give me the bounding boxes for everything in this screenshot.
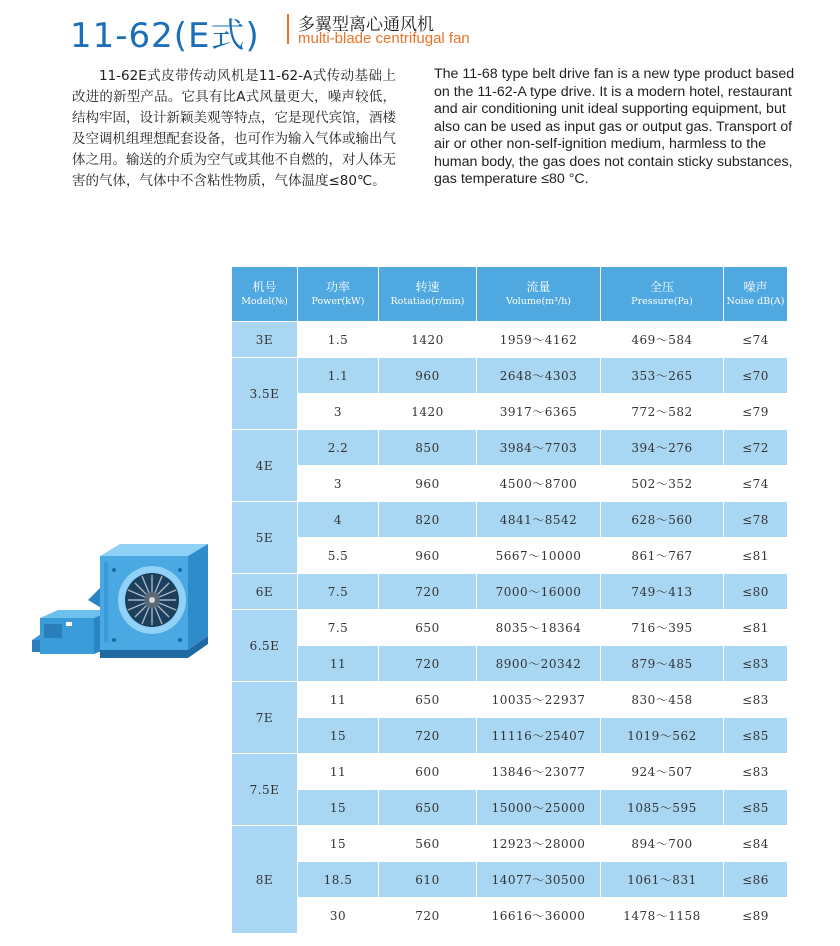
table-row	[232, 466, 788, 502]
title-divider	[287, 14, 289, 44]
pressure-cell: 353～265	[601, 358, 724, 394]
volume-cell: 4841～8542	[477, 502, 601, 538]
pressure-cell: 879～485	[601, 646, 724, 682]
volume-cell: 3917～6365	[477, 394, 601, 430]
power-cell: 1.5	[298, 322, 379, 358]
volume-cell: 12923～28000	[477, 826, 601, 862]
model-cell: 5E	[232, 502, 298, 574]
power-cell: 7.5	[298, 610, 379, 646]
speed-cell: 850	[379, 430, 477, 466]
noise-cell: ≤85	[724, 790, 788, 826]
model-cell: 3E	[232, 322, 298, 358]
table-row	[232, 610, 788, 646]
power-cell: 7.5	[298, 574, 379, 610]
speed-cell: 650	[379, 682, 477, 718]
speed-cell: 610	[379, 862, 477, 898]
power-cell: 15	[298, 790, 379, 826]
speed-cell: 960	[379, 358, 477, 394]
volume-cell: 4500～8700	[477, 466, 601, 502]
volume-cell: 10035～22937	[477, 682, 601, 718]
model-cell: 7.5E	[232, 754, 298, 826]
product-code-title: 11-62(E式)	[70, 16, 260, 56]
speed-cell: 1420	[379, 322, 477, 358]
pressure-cell: 894～700	[601, 826, 724, 862]
model-cell: 3.5E	[232, 358, 298, 430]
model-cell: 6.5E	[232, 610, 298, 682]
pressure-cell: 924～507	[601, 754, 724, 790]
volume-cell: 11116～25407	[477, 718, 601, 754]
centrifugal-fan-image	[30, 540, 220, 700]
speed-cell: 720	[379, 718, 477, 754]
speed-cell: 720	[379, 646, 477, 682]
speed-cell: 960	[379, 466, 477, 502]
spec-table	[231, 266, 788, 934]
noise-cell: ≤83	[724, 682, 788, 718]
table-row	[232, 790, 788, 826]
volume-cell: 8035～18364	[477, 610, 601, 646]
volume-cell: 15000～25000	[477, 790, 601, 826]
speed-cell: 650	[379, 610, 477, 646]
header-model: 机号 Model(№)	[232, 267, 298, 322]
noise-cell: ≤74	[724, 466, 788, 502]
speed-cell: 960	[379, 538, 477, 574]
volume-cell: 3984～7703	[477, 430, 601, 466]
model-cell: 4E	[232, 430, 298, 502]
power-cell: 3	[298, 394, 379, 430]
pressure-cell: 394～276	[601, 430, 724, 466]
noise-cell: ≤70	[724, 358, 788, 394]
product-name-en: multi-blade centrifugal fan	[298, 30, 470, 47]
table-row	[232, 718, 788, 754]
pressure-cell: 716～395	[601, 610, 724, 646]
noise-cell: ≤79	[724, 394, 788, 430]
pressure-cell: 1019～562	[601, 718, 724, 754]
speed-cell: 1420	[379, 394, 477, 430]
power-cell: 15	[298, 718, 379, 754]
description-en: The 11-68 type belt drive fan is a new type product based on the 11-62-A type drive. It is a modern hotel, restaurant and air conditioning unit ideal supporting equipment, but also can be used as input gas or output gas. Transport of air or other non-self-ignition medium, harmless to the human body, the gas does not contain sticky substances, gas temperature ≤80 °C.	[434, 66, 795, 187]
header-volume: 流量 Volume(m³/h)	[477, 267, 601, 322]
volume-cell: 13846～23077	[477, 754, 601, 790]
description-cn: 11-62E式皮带传动风机是11-62-A式传动基础上改进的新型产品。它具有比A式风量更大，噪声较低，结构牢固，设计新颖美观等特点，它是现代宾馆，酒楼及空调机组理想配套设备，也可作为输入气体或输出气体之用。输送的介质为空气或其他不自燃的，对人体无害的气体，气体中不含粘性物质，气体温度≤80℃。	[72, 68, 396, 189]
power-cell: 4	[298, 502, 379, 538]
volume-cell: 5667～10000	[477, 538, 601, 574]
power-cell: 3	[298, 466, 379, 502]
speed-cell: 720	[379, 574, 477, 610]
noise-cell: ≤86	[724, 862, 788, 898]
noise-cell: ≤89	[724, 898, 788, 934]
table-row	[232, 682, 788, 718]
header-speed: 转速 Rotatiao(r/min)	[379, 267, 477, 322]
table-row	[232, 430, 788, 466]
volume-cell: 8900～20342	[477, 646, 601, 682]
table-row	[232, 502, 788, 538]
noise-cell: ≤85	[724, 718, 788, 754]
speed-cell: 600	[379, 754, 477, 790]
table-row	[232, 538, 788, 574]
power-cell: 2.2	[298, 430, 379, 466]
speed-cell: 560	[379, 826, 477, 862]
pressure-cell: 1061～831	[601, 862, 724, 898]
noise-cell: ≤84	[724, 826, 788, 862]
pressure-cell: 502～352	[601, 466, 724, 502]
volume-cell: 14077～30500	[477, 862, 601, 898]
power-cell: 5.5	[298, 538, 379, 574]
pressure-cell: 628～560	[601, 502, 724, 538]
table-row	[232, 826, 788, 862]
power-cell: 1.1	[298, 358, 379, 394]
noise-cell: ≤74	[724, 322, 788, 358]
table-row	[232, 394, 788, 430]
spec-table-body	[232, 322, 788, 934]
speed-cell: 720	[379, 898, 477, 934]
table-row	[232, 862, 788, 898]
model-cell: 8E	[232, 826, 298, 934]
header-noise: 噪声 Noise dB(A)	[724, 267, 788, 322]
power-cell: 11	[298, 682, 379, 718]
power-cell: 18.5	[298, 862, 379, 898]
power-cell: 30	[298, 898, 379, 934]
noise-cell: ≤83	[724, 646, 788, 682]
pressure-cell: 772～582	[601, 394, 724, 430]
table-row	[232, 898, 788, 934]
power-cell: 11	[298, 646, 379, 682]
header-power: 功率 Power(kW)	[298, 267, 379, 322]
volume-cell: 1959～4162	[477, 322, 601, 358]
noise-cell: ≤78	[724, 502, 788, 538]
noise-cell: ≤72	[724, 430, 788, 466]
volume-cell: 16616～36000	[477, 898, 601, 934]
table-header-row	[232, 267, 788, 322]
speed-cell: 820	[379, 502, 477, 538]
model-cell: 7E	[232, 682, 298, 754]
noise-cell: ≤81	[724, 538, 788, 574]
table-row	[232, 574, 788, 610]
product-name-cn: 多翼型离心通风机	[298, 15, 434, 35]
noise-cell: ≤81	[724, 610, 788, 646]
table-row	[232, 754, 788, 790]
noise-cell: ≤80	[724, 574, 788, 610]
pressure-cell: 749～413	[601, 574, 724, 610]
table-row	[232, 646, 788, 682]
speed-cell: 650	[379, 790, 477, 826]
model-cell: 6E	[232, 574, 298, 610]
header-pressure: 全压 Pressure(Pa)	[601, 267, 724, 322]
pressure-cell: 830～458	[601, 682, 724, 718]
pressure-cell: 1085～595	[601, 790, 724, 826]
noise-cell: ≤83	[724, 754, 788, 790]
table-row	[232, 322, 788, 358]
power-cell: 11	[298, 754, 379, 790]
pressure-cell: 469～584	[601, 322, 724, 358]
pressure-cell: 861～767	[601, 538, 724, 574]
table-row	[232, 358, 788, 394]
pressure-cell: 1478～1158	[601, 898, 724, 934]
volume-cell: 2648～4303	[477, 358, 601, 394]
volume-cell: 7000～16000	[477, 574, 601, 610]
power-cell: 15	[298, 826, 379, 862]
